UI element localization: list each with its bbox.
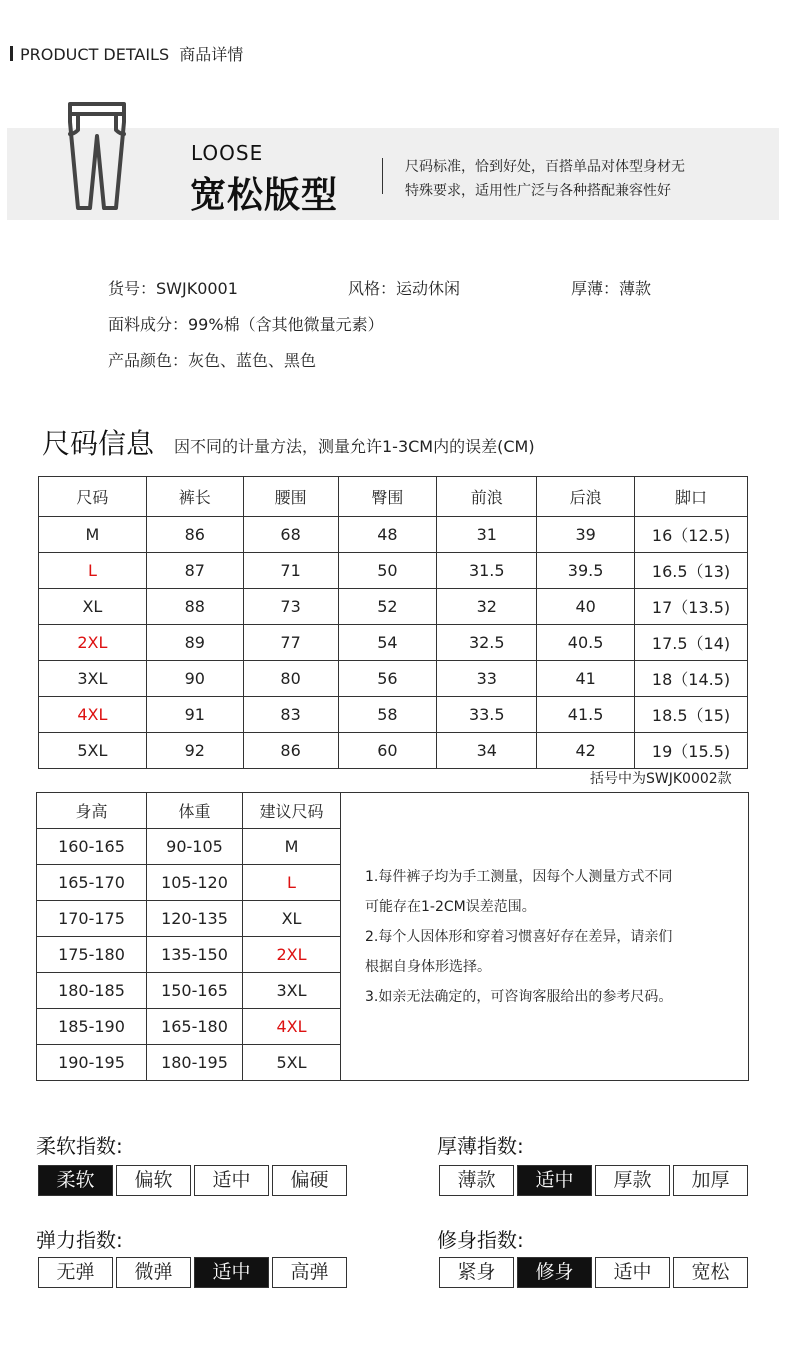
table-cell: 180-185 (37, 973, 147, 1009)
table-row (39, 589, 748, 625)
table-cell: 165-170 (37, 865, 147, 901)
table-cell: 180-195 (147, 1045, 243, 1081)
header-bar (10, 46, 13, 61)
header-cell: 体重 (147, 793, 243, 829)
table-cell: 39.5 (537, 553, 635, 589)
table-cell: 68 (243, 517, 338, 553)
header-cell: 前浪 (437, 477, 537, 517)
fit-index-option: 紧身 (439, 1257, 514, 1288)
thickness-option: 适中 (517, 1165, 592, 1196)
info-material: 面料成分：99%棉（含其他微量元素） (108, 315, 384, 334)
table-row (39, 733, 748, 769)
table-cell: 175-180 (37, 937, 147, 973)
info-thickness: 厚薄：薄款 (571, 279, 652, 298)
fit-index-label: 修身指数: (437, 1228, 524, 1252)
table-cell: 77 (243, 625, 338, 661)
table-cell: 91 (146, 697, 243, 733)
table-cell: M (243, 829, 341, 865)
elasticity-option: 无弹 (38, 1257, 113, 1288)
info-colors: 产品颜色：灰色、蓝色、黑色 (108, 351, 317, 370)
table-cell: 16.5（13) (635, 553, 748, 589)
table-row (39, 661, 748, 697)
table-cell: XL (243, 901, 341, 937)
fit-index-options (439, 1257, 751, 1288)
table-cell: 90-105 (147, 829, 243, 865)
table-cell: 83 (243, 697, 338, 733)
fit-label-en: LOOSE (191, 141, 264, 165)
table-cell: 105-120 (147, 865, 243, 901)
table-cell: 165-180 (147, 1009, 243, 1045)
rec-table-header (37, 793, 749, 829)
table-cell: 5XL (243, 1045, 341, 1081)
header-title: PRODUCT DETAILS 商品详情 (20, 45, 244, 64)
table-cell: 2XL (243, 937, 341, 973)
table-cell: 56 (338, 661, 437, 697)
header-cell: 臀围 (338, 477, 437, 517)
fit-description (405, 155, 685, 203)
table-row (39, 697, 748, 733)
table-cell: 92 (146, 733, 243, 769)
table-cell: 54 (338, 625, 437, 661)
table-cell: 19（15.5) (635, 733, 748, 769)
header-cell: 身高 (37, 793, 147, 829)
table-cell: 40.5 (537, 625, 635, 661)
softness-option: 适中 (194, 1165, 269, 1196)
softness-options (38, 1165, 350, 1196)
softness-option: 偏软 (116, 1165, 191, 1196)
thickness-option: 薄款 (439, 1165, 514, 1196)
table-cell: L (39, 553, 147, 589)
table-cell: 39 (537, 517, 635, 553)
fit-desc-line: 尺码标准，恰到好处，百搭单品对体型身材无 (405, 159, 685, 175)
elasticity-option: 适中 (194, 1257, 269, 1288)
fit-index-option: 宽松 (673, 1257, 748, 1288)
header-cell: 脚口 (635, 477, 748, 517)
table-cell: 2XL (39, 625, 147, 661)
table-cell: 60 (338, 733, 437, 769)
fit-index-option: 适中 (595, 1257, 670, 1288)
table-cell: 4XL (39, 697, 147, 733)
fit-divider (382, 158, 383, 194)
table-cell: 87 (146, 553, 243, 589)
softness-label: 柔软指数: (36, 1134, 123, 1158)
table-cell: 32.5 (437, 625, 537, 661)
elasticity-label: 弹力指数: (36, 1228, 123, 1252)
note-line: 1.每件裤子均为手工测量，因每个人测量方式不同 (365, 868, 673, 885)
thickness-options (439, 1165, 751, 1196)
table-cell: 190-195 (37, 1045, 147, 1081)
elasticity-option: 高弹 (272, 1257, 347, 1288)
table-cell: 42 (537, 733, 635, 769)
header-cell: 尺码 (39, 477, 147, 517)
table-cell: 170-175 (37, 901, 147, 937)
table-cell: 33.5 (437, 697, 537, 733)
table-cell: 16（12.5) (635, 517, 748, 553)
table-cell: 80 (243, 661, 338, 697)
table-cell: 33 (437, 661, 537, 697)
table-row (39, 625, 748, 661)
softness-option: 偏硬 (272, 1165, 347, 1196)
table-row (39, 553, 748, 589)
table-cell: M (39, 517, 147, 553)
note-line: 2.每个人因体形和穿着习惯喜好存在差异，请亲们 (365, 928, 673, 945)
thickness-label: 厚薄指数: (437, 1134, 524, 1158)
softness-option: 柔软 (38, 1165, 113, 1196)
table-cell: 120-135 (147, 901, 243, 937)
header-cell: 后浪 (537, 477, 635, 517)
note-line: 3.如亲无法确定的，可咨询客服给出的参考尺码。 (365, 988, 673, 1005)
measurement-notes (341, 793, 749, 1081)
table-cell: 17.5（14) (635, 625, 748, 661)
elasticity-options (38, 1257, 350, 1288)
table-cell: 160-165 (37, 829, 147, 865)
table-cell: 31 (437, 517, 537, 553)
thickness-option: 加厚 (673, 1165, 748, 1196)
table-cell: 89 (146, 625, 243, 661)
table-cell: 41 (537, 661, 635, 697)
table-cell: L (243, 865, 341, 901)
table-cell: 150-165 (147, 973, 243, 1009)
size-note: 因不同的计量方法，测量允许1-3CM内的误差(CM) (174, 437, 535, 456)
table-cell: 58 (338, 697, 437, 733)
table-cell: 34 (437, 733, 537, 769)
table-cell: XL (39, 589, 147, 625)
table-cell: 3XL (39, 661, 147, 697)
table-cell: 41.5 (537, 697, 635, 733)
table-cell: 135-150 (147, 937, 243, 973)
table-cell: 73 (243, 589, 338, 625)
table-cell: 90 (146, 661, 243, 697)
fit-label-cn: 宽松版型 (190, 175, 339, 216)
recommendation-table (36, 792, 749, 1081)
info-style: 风格：运动休闲 (348, 279, 461, 298)
table-cell: 32 (437, 589, 537, 625)
table-cell: 31.5 (437, 553, 537, 589)
table-cell: 17（13.5) (635, 589, 748, 625)
table-cell: 5XL (39, 733, 147, 769)
note-line: 根据自身体形选择。 (365, 958, 491, 975)
table-cell: 40 (537, 589, 635, 625)
header-cell: 裤长 (146, 477, 243, 517)
table-cell: 3XL (243, 973, 341, 1009)
fit-desc-line: 特殊要求，适用性广泛与各种搭配兼容性好 (405, 183, 671, 199)
table-cell: 88 (146, 589, 243, 625)
table-cell: 4XL (243, 1009, 341, 1045)
header-cell: 建议尺码 (243, 793, 341, 829)
table-cell: 86 (243, 733, 338, 769)
header-cell: 腰围 (243, 477, 338, 517)
info-item-no: 货号：SWJK0001 (108, 279, 238, 298)
size-title: 尺码信息 (42, 427, 155, 460)
table-cell: 52 (338, 589, 437, 625)
elasticity-option: 微弹 (116, 1257, 191, 1288)
pants-icon (64, 100, 130, 212)
table-cell: 18（14.5) (635, 661, 748, 697)
section-header (10, 42, 243, 65)
thickness-option: 厚款 (595, 1165, 670, 1196)
note-line: 可能存在1-2CM误差范围。 (365, 898, 536, 915)
table-cell: 86 (146, 517, 243, 553)
fit-index-option: 修身 (517, 1257, 592, 1288)
table-cell: 48 (338, 517, 437, 553)
size-table-header (39, 477, 748, 517)
table-cell: 71 (243, 553, 338, 589)
table-cell: 185-190 (37, 1009, 147, 1045)
size-table (38, 476, 748, 769)
table-cell: 50 (338, 553, 437, 589)
table-cell: 18.5（15) (635, 697, 748, 733)
size-table-footnote: 括号中为SWJK0002款 (590, 771, 732, 787)
table-row (39, 517, 748, 553)
